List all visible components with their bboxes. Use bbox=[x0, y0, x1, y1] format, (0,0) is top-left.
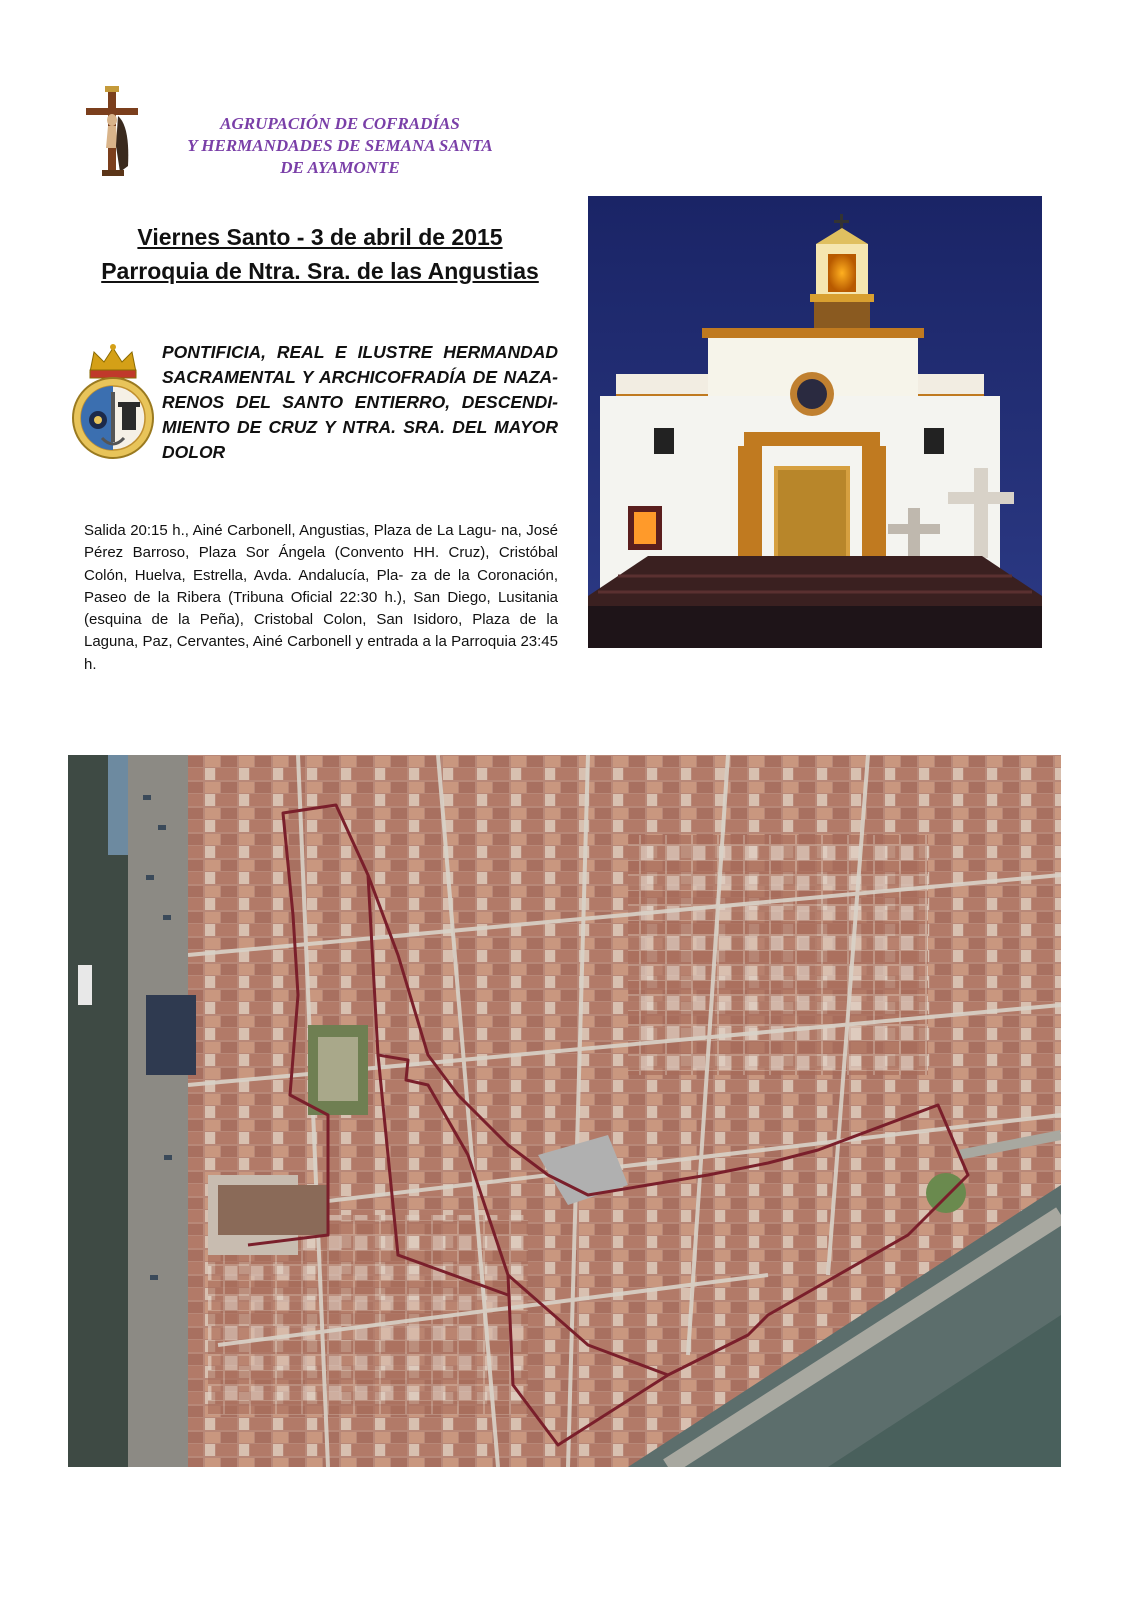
event-titles bbox=[70, 220, 570, 288]
crucifix-logo-icon bbox=[82, 86, 142, 178]
procession-route-map bbox=[68, 755, 1061, 1467]
org-title-line-3: DE AYAMONTE bbox=[280, 158, 400, 177]
brotherhood-crest-icon bbox=[68, 342, 158, 462]
org-title-line-2: Y HERMANDADES DE SEMANA SANTA bbox=[187, 136, 493, 155]
brotherhood-name: PONTIFICIA, REAL E ILUSTRE HERMANDAD SACRAMENTAL Y ARCHICOFRADÍA DE NAZA- RENOS DEL SANTO ENTIERRO, DESCENDI- MIENTO DE CRUZ Y NTRA. SRA. DEL MAYOR DOLOR bbox=[162, 342, 558, 462]
org-title-line-1: AGRUPACIÓN DE COFRADÍAS bbox=[220, 114, 460, 133]
event-date-title: Viernes Santo - 3 de abril de 2015 bbox=[137, 224, 503, 250]
church-photo bbox=[588, 196, 1042, 648]
procession-route-text: Salida 20:15 h., Ainé Carbonell, Angustias, Plaza de La Lagu- na, José Pérez Barroso, Plaza Sor Ángela (Convento HH. Cruz), Cristóbal Colón, Huelva, Estrella, Avda. Andalucía, Pla- za de la Coronación, Paseo de la Ribera (Tribuna Oficial 22:30 h.), San Diego, Lusitania (esquina de la Peña), Cristobal Colon, San Isidoro, Plaza de la Laguna, Paz, Cervantes, Ainé Carbonell y entrada a la Parroquia 23:45 h. bbox=[84, 522, 558, 673]
parish-title: Parroquia de Ntra. Sra. de las Angustias bbox=[101, 258, 539, 284]
organization-title bbox=[150, 113, 530, 179]
